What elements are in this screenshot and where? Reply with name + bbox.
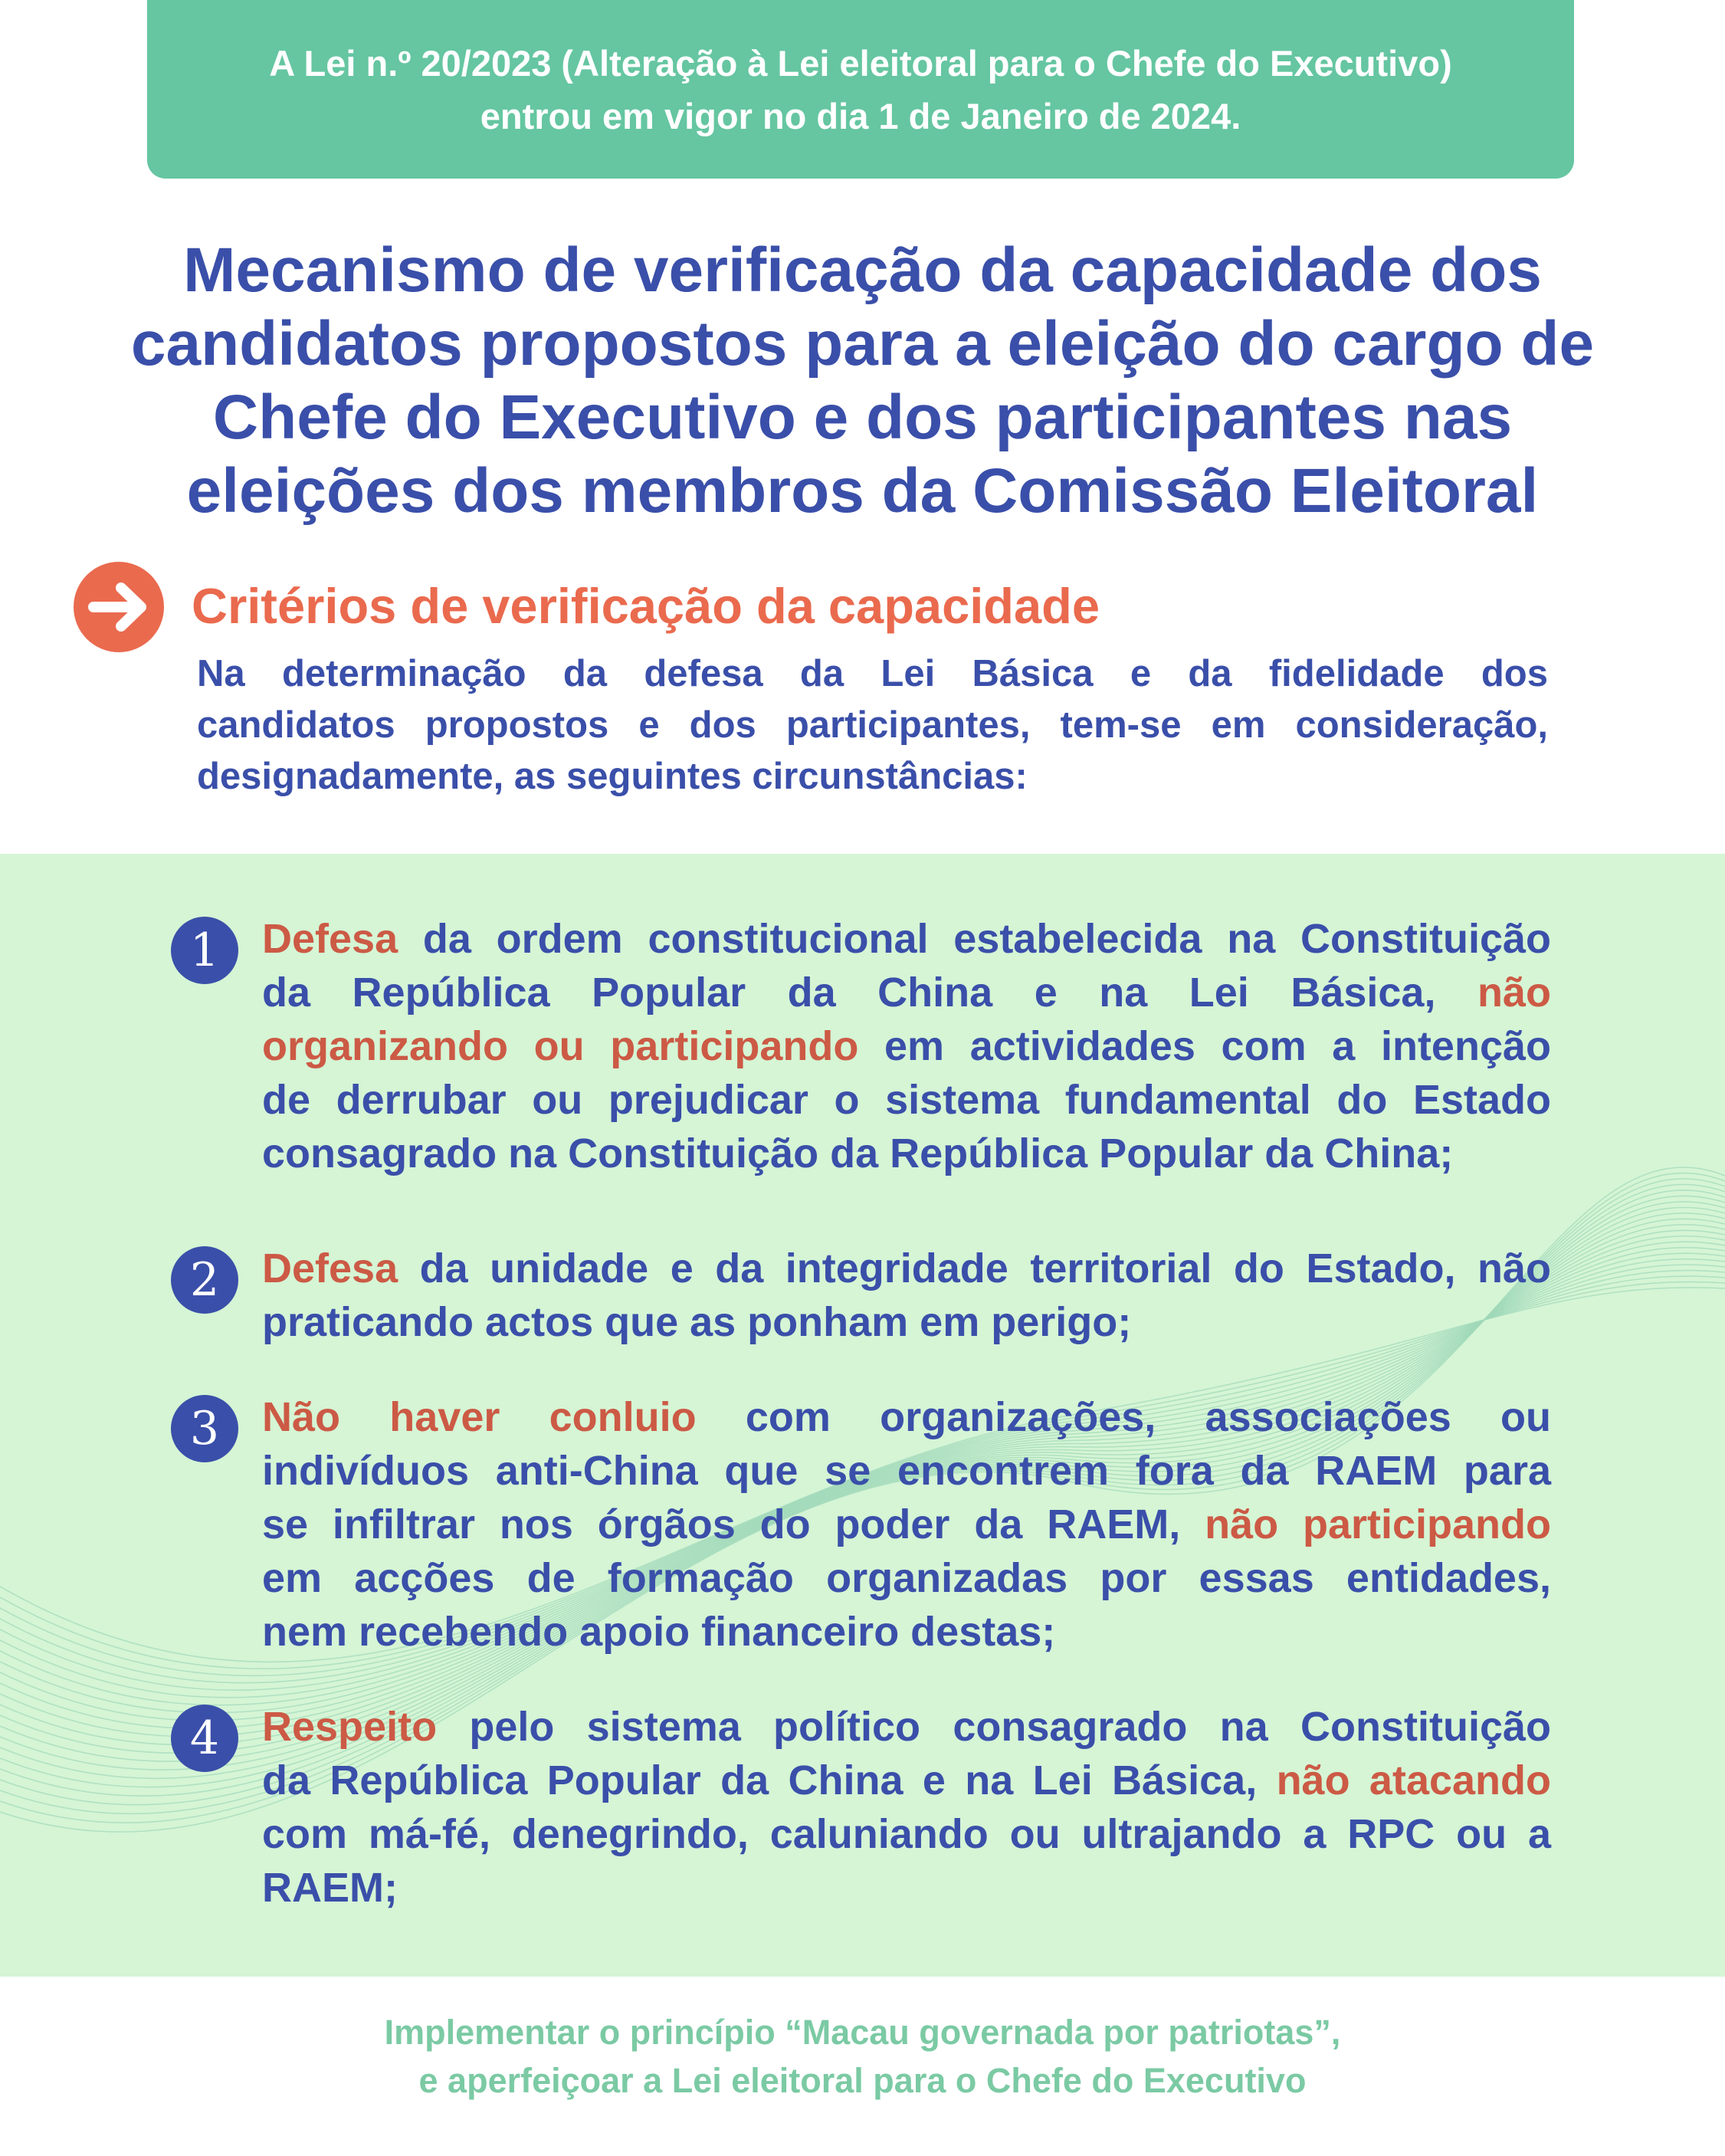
item-text bbox=[262, 912, 1551, 1180]
item-phrase: com organizações, associações ou bbox=[696, 1394, 1551, 1440]
item-line bbox=[262, 1754, 1551, 1807]
item-number-badge: 3 bbox=[171, 1395, 238, 1462]
item-line bbox=[262, 1019, 1551, 1073]
intro-line-1: Na determinação da defesa da Lei Básica e da fidelidade dos bbox=[197, 653, 1548, 694]
banner-line-1: A Lei n.º 20/2023 (Alteração à Lei eleitoral para o Chefe do Executivo) bbox=[269, 42, 1452, 84]
law-banner bbox=[147, 0, 1574, 179]
item-number-badge: 1 bbox=[171, 917, 238, 984]
item-line bbox=[262, 1551, 1551, 1605]
item-phrase: indivíduos anti-China que se encontrem fora da RAEM para bbox=[262, 1448, 1551, 1494]
item-number-badge: 4 bbox=[171, 1705, 238, 1772]
item-line bbox=[262, 1073, 1551, 1127]
item-line bbox=[262, 1242, 1551, 1295]
highlighted-phrase: Não haver conluio bbox=[262, 1394, 697, 1440]
title-line-4: eleições dos membros da Comissão Eleitoral bbox=[186, 456, 1539, 526]
footer-slogan bbox=[0, 2008, 1725, 2105]
item-phrase: em acções de formação organizadas por essas entidades, bbox=[262, 1555, 1551, 1601]
item-text bbox=[262, 1700, 1551, 1915]
footer-line-2: e aperfeiçoar a Lei eleitoral para o Chefe do Executivo bbox=[418, 2061, 1307, 2100]
criteria-heading: Critérios de verificação da capacidade bbox=[192, 578, 1100, 634]
item-line bbox=[262, 1861, 1551, 1915]
item-line bbox=[262, 1700, 1551, 1754]
item-line bbox=[262, 1444, 1551, 1498]
item-phrase: se infiltrar nos órgãos do poder da RAEM, bbox=[262, 1501, 1205, 1547]
item-phrase: RAEM; bbox=[262, 1865, 398, 1911]
item-phrase: em actividades com a intenção bbox=[858, 1023, 1551, 1069]
title-line-3: Chefe do Executivo e dos participantes nas bbox=[212, 382, 1513, 452]
item-text bbox=[262, 1242, 1551, 1349]
footer-line-1: Implementar o princípio “Macau governada por patriotas”, bbox=[384, 2013, 1341, 2052]
item-phrase: pelo sistema político consagrado na Constituição bbox=[437, 1704, 1551, 1750]
title-line-1: Mecanismo de verificação da capacidade dos bbox=[183, 235, 1542, 305]
item-line bbox=[262, 1605, 1551, 1659]
item-line bbox=[262, 912, 1551, 966]
criteria-intro bbox=[197, 648, 1548, 802]
item-line bbox=[262, 1807, 1551, 1861]
highlighted-phrase: Respeito bbox=[262, 1704, 438, 1750]
item-phrase: consagrado na Constituição da República Popular da China; bbox=[262, 1131, 1454, 1176]
item-phrase: nem recebendo apoio financeiro destas; bbox=[262, 1609, 1056, 1655]
criteria-panel bbox=[0, 854, 1725, 1977]
item-number-badge: 2 bbox=[171, 1246, 238, 1314]
item-phrase: da República Popular da China e na Lei Básica, bbox=[262, 970, 1477, 1016]
item-line bbox=[262, 1498, 1551, 1551]
highlighted-phrase: não participando bbox=[1205, 1501, 1551, 1547]
arrow-right-icon bbox=[74, 562, 164, 652]
title-line-2: candidatos propostos para a eleição do cargo de bbox=[130, 309, 1595, 379]
item-phrase: da ordem constitucional estabelecida na Constituição bbox=[398, 916, 1551, 962]
highlighted-phrase: Defesa bbox=[262, 1245, 398, 1291]
highlighted-phrase: organizando ou participando bbox=[262, 1023, 859, 1069]
item-line bbox=[262, 1390, 1551, 1444]
item-phrase: praticando actos que as ponham em perigo; bbox=[262, 1299, 1132, 1345]
banner-line-2: entrou em vigor no dia 1 de Janeiro de 2024. bbox=[480, 95, 1241, 136]
item-phrase: da unidade e da integridade territorial do Estado, não bbox=[398, 1245, 1551, 1291]
intro-line-3: designadamente, as seguintes circunstâncias: bbox=[197, 756, 1028, 797]
highlighted-phrase: não bbox=[1477, 970, 1551, 1016]
item-text bbox=[262, 1390, 1551, 1659]
item-line bbox=[262, 1295, 1551, 1349]
highlighted-phrase: não atacando bbox=[1276, 1757, 1551, 1803]
item-line bbox=[262, 966, 1551, 1019]
page-title bbox=[92, 234, 1633, 528]
intro-line-2: candidatos propostos e dos participantes, tem-se em consideração, bbox=[197, 704, 1548, 746]
item-phrase: com má-fé, denegrindo, caluniando ou ultrajando a RPC ou a bbox=[262, 1811, 1551, 1857]
item-line bbox=[262, 1127, 1551, 1180]
item-phrase: de derrubar ou prejudicar o sistema fundamental do Estado bbox=[262, 1077, 1551, 1123]
highlighted-phrase: Defesa bbox=[262, 916, 398, 962]
item-phrase: da República Popular da China e na Lei Básica, bbox=[262, 1757, 1277, 1803]
